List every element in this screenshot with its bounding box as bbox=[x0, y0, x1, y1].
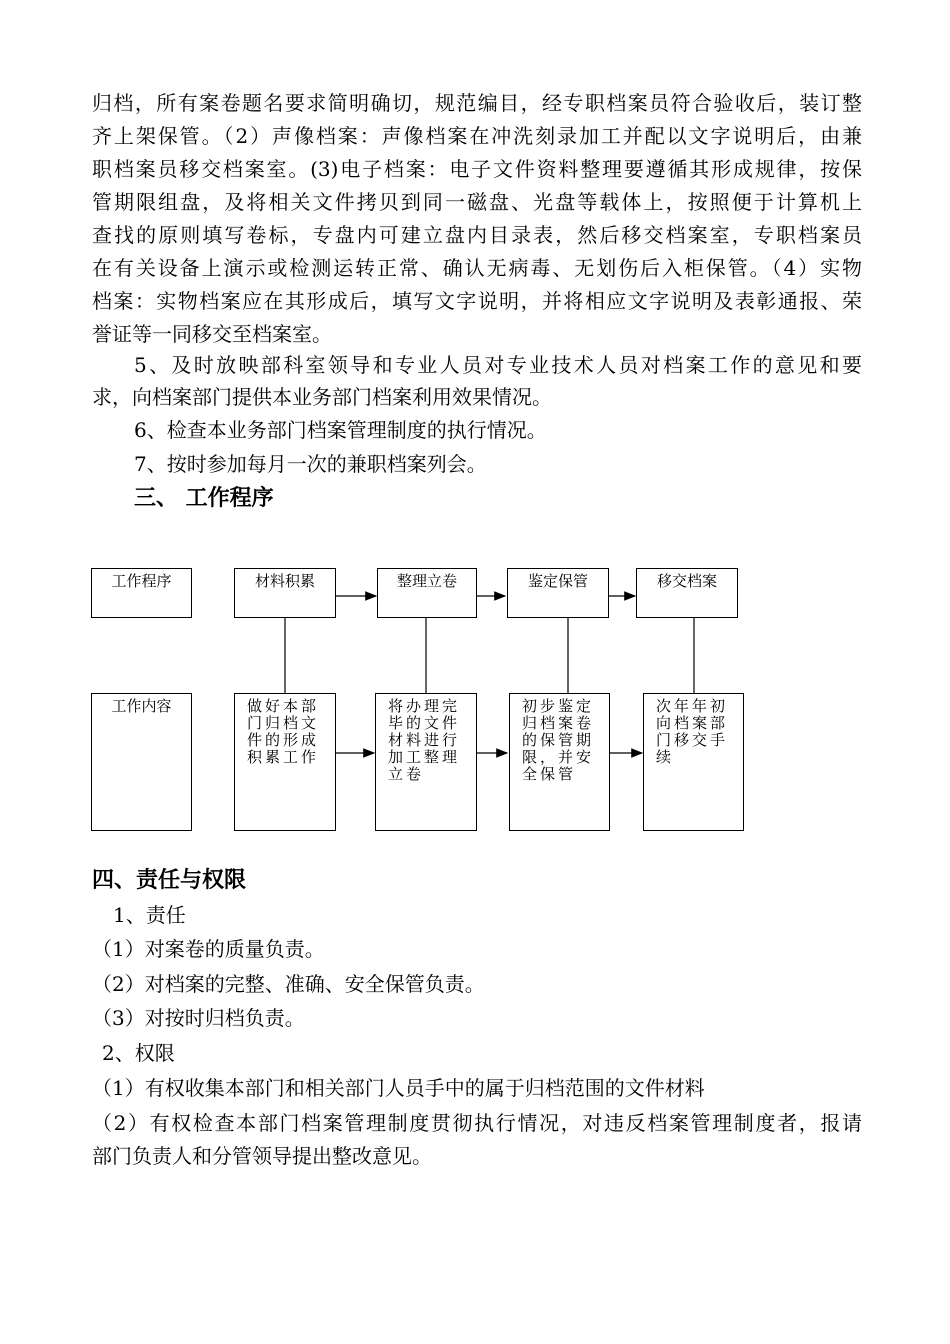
body-text-line: 职档案员移交档案室。(3)电子档案：电子文件资料整理要遵循其形成规律，按保 bbox=[92, 157, 862, 181]
flow-content-text: 做好本部门归档文件的形成积累工作 bbox=[247, 697, 320, 766]
flow-content-box bbox=[375, 693, 477, 831]
flow-content-box bbox=[643, 693, 744, 831]
item-5-line: 求，向档案部门提供本业务部门档案利用效果情况。 bbox=[92, 385, 552, 409]
flow-content-text: 次年年初向档案部门移交手续 bbox=[656, 697, 729, 766]
item-5-line: 5、及时放映部科室领导和专业人员对专业技术人员对档案工作的意见和要 bbox=[134, 353, 862, 377]
flow-content-text: 初步鉴定归档案卷的保管期限，并安全保管 bbox=[522, 697, 595, 783]
flow-step-box bbox=[636, 568, 738, 618]
flow-content-text: 将办理完毕的文件材料进行加工整理立卷 bbox=[388, 697, 461, 783]
list-item: （2）对档案的完整、准确、安全保管负责。 bbox=[92, 972, 485, 996]
body-text-line: 查找的原则填写卷标，专盘内可建立盘内目录表，然后移交档案室，专职档案员 bbox=[92, 223, 862, 247]
body-text-line: 誉证等一同移交至档案室。 bbox=[92, 322, 332, 346]
section-heading-work-procedure: 三、 工作程序 bbox=[134, 486, 274, 511]
section-heading-responsibility: 四、责任与权限 bbox=[92, 868, 247, 893]
flow-step-label: 移交档案 bbox=[656, 572, 717, 590]
body-text-line: 管期限组盘，及将相关文件拷贝到同一磁盘、光盘等载体上，按照便于计算机上 bbox=[92, 190, 862, 214]
subsection-title: 1、责任 bbox=[113, 903, 186, 927]
subsection-title: 2、权限 bbox=[102, 1041, 175, 1065]
flow-step-box bbox=[377, 568, 477, 618]
list-item-line: （2）有权检查本部门档案管理制度贯彻执行情况，对违反档案管理制度者，报请 bbox=[92, 1111, 862, 1135]
flow-step-box bbox=[234, 568, 336, 618]
item-7: 7、按时参加每月一次的兼职档案列会。 bbox=[134, 452, 487, 476]
flow-step-label: 整理立卷 bbox=[396, 572, 457, 590]
flow-row-label-text: 工作内容 bbox=[111, 697, 172, 715]
flow-step-box bbox=[507, 568, 609, 618]
flow-content-box bbox=[509, 693, 610, 831]
flow-row-label-text: 工作程序 bbox=[111, 572, 172, 590]
item-6: 6、检查本业务部门档案管理制度的执行情况。 bbox=[134, 418, 547, 442]
list-item: （1）有权收集本部门和相关部门人员手中的属于归档范围的文件材料 bbox=[92, 1076, 705, 1100]
flow-content-box bbox=[234, 693, 336, 831]
list-item: （3）对按时归档负责。 bbox=[92, 1006, 305, 1030]
body-text-line: 档案：实物档案应在其形成后，填写文字说明，并将相应文字说明及表彰通报、荣 bbox=[92, 289, 862, 313]
list-item-line: 部门负责人和分管领导提出整改意见。 bbox=[92, 1144, 432, 1168]
list-item: （1）对案卷的质量负责。 bbox=[92, 937, 325, 961]
flow-step-label: 鉴定保管 bbox=[527, 572, 588, 590]
body-text-line: 齐上架保管。（2）声像档案：声像档案在冲洗刻录加工并配以文字说明后，由兼 bbox=[92, 124, 862, 148]
flow-row-label-procedure bbox=[91, 568, 192, 618]
flow-step-label: 材料积累 bbox=[254, 572, 315, 590]
body-text-line: 在有关设备上演示或检测运转正常、确认无病毒、无划伤后入柜保管。（4）实物 bbox=[92, 256, 862, 280]
flow-row-label-content bbox=[91, 693, 192, 831]
body-text-line: 归档，所有案卷题名要求简明确切，规范编目，经专职档案员符合验收后，装订整 bbox=[92, 91, 862, 115]
